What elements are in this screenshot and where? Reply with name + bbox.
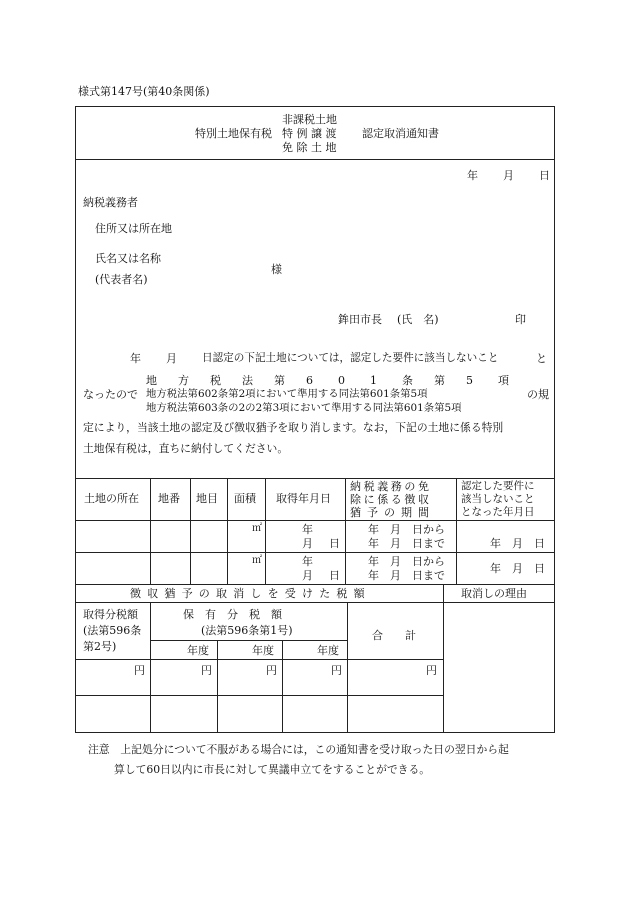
taxpayer-heading: 納税義務者: [83, 196, 138, 209]
fiscal-year-1: 年度: [187, 644, 209, 657]
t1-col2: [190, 478, 191, 584]
law-line-b: 地方税法第602条第2項において準用する同法第601条第5項: [146, 388, 428, 400]
table1-top: [75, 478, 555, 479]
yen-year3: 円: [331, 664, 342, 677]
t2-col1: [150, 602, 151, 733]
issuer-name: (氏 名): [397, 313, 439, 326]
t2-col3: [282, 640, 283, 733]
yen-acq: 円: [134, 664, 145, 677]
noncomp-date: 年 月 日: [490, 562, 545, 575]
note-line1: 注意 上記処分について不服がある場合には，この通知書を受け取った日の翌日から起: [88, 743, 509, 756]
note-line2: 算して60日以内に市長に対して異議申立てをすることができる。: [114, 763, 431, 776]
law-line-c: 地方税法第603条の2の2第3項において準用する同法第601条第5項: [146, 402, 462, 414]
th-location: 土地の所在: [84, 492, 139, 505]
date-year: 年: [467, 169, 478, 182]
t2-holding-divider: [150, 640, 347, 641]
title-left: 特別土地保有税: [195, 127, 272, 140]
th-lot-no: 地番: [158, 492, 180, 505]
table1-row-divider: [75, 552, 555, 553]
name-label: 氏名又は名称: [95, 252, 161, 265]
title-top: 非課税土地: [282, 113, 337, 126]
reason-col: [443, 584, 444, 733]
t2-col2: [217, 640, 218, 733]
acq-year: 年: [302, 523, 313, 536]
date-month: 月: [503, 169, 514, 182]
holding-ref: (法第596条第1号): [201, 624, 293, 637]
deferral-from: 年 月 日から: [368, 555, 445, 568]
law-line-a-char: 地: [146, 374, 157, 387]
honorific: 様: [271, 263, 282, 276]
th-deferral-3: 猶予の期間: [350, 506, 435, 519]
fiscal-year-2: 年度: [252, 644, 274, 657]
law-line-a-char: 条: [402, 374, 413, 387]
th-land-cat: 地目: [196, 492, 218, 505]
table2-header-bottom: [75, 602, 555, 603]
th-noncomp-3: となった年月日: [461, 506, 535, 518]
th-acq-date: 取得年月日: [276, 492, 331, 505]
law-line-a-char: 1: [370, 374, 377, 387]
law-line-a-char: 方: [178, 374, 189, 387]
t2-mid-line: [75, 695, 443, 696]
body-suffix: の規: [527, 388, 549, 401]
th-noncomp-1: 認定した要件に: [461, 480, 535, 492]
body-line1: 日認定の下記土地については，認定した要件に該当しないこと: [202, 352, 499, 364]
seal-mark: 印: [515, 313, 526, 326]
notice-frame: [75, 106, 555, 733]
t1-col5: [345, 478, 346, 584]
yen-year1: 円: [201, 664, 212, 677]
acq-month: 月: [302, 537, 313, 550]
body-year: 年: [130, 352, 141, 365]
body-prefix: なったので: [83, 388, 138, 401]
table1-bottom: [75, 584, 555, 585]
body-line1-end: と: [536, 352, 547, 365]
acq-tax-2: (法第596条: [83, 624, 142, 637]
th-deferral-2: 除に係る徴収: [350, 493, 432, 506]
table2-header: 徴収猶予の取消しを受けた税額: [130, 587, 371, 600]
total-label: 合 計: [372, 629, 416, 642]
acq-day: 日: [329, 537, 340, 550]
form-number: 様式第147号(第40条関係): [78, 85, 210, 98]
th-noncomp-2: 該当しないこと: [461, 493, 535, 505]
reason-header: 取消しの理由: [461, 587, 527, 600]
title-divider: [75, 159, 555, 160]
acq-tax-1: 取得分税額: [83, 608, 138, 621]
th-area: 面積: [234, 492, 256, 505]
title-bottom: 免 除 土 地: [282, 141, 337, 154]
table1-header-bottom: [75, 520, 555, 521]
t2-col4: [347, 602, 348, 733]
acq-month: 月: [302, 569, 313, 582]
t1-col3: [227, 478, 228, 584]
law-line-a-char: 第: [274, 374, 285, 387]
law-line-a-char: 0: [338, 374, 345, 387]
deferral-to: 年 月 日まで: [368, 569, 445, 582]
title-right: 認定取消通知書: [362, 127, 439, 140]
th-deferral-1: 納税義務の免: [350, 480, 432, 493]
t1-col6: [456, 478, 457, 584]
address-label: 住所又は所在地: [95, 222, 172, 235]
fiscal-year-3: 年度: [317, 644, 339, 657]
deferral-from: 年 月 日から: [368, 523, 445, 536]
rep-label: (代表者名): [95, 273, 148, 286]
law-line-a-char: 第: [434, 374, 445, 387]
acq-tax-3: 第2号): [83, 640, 117, 653]
body-line4: 土地保有税は，直ちに納付してください。: [83, 442, 289, 455]
title-middle: 特 例 譲 渡: [282, 127, 337, 140]
law-line-a-char: 6: [306, 374, 313, 387]
deferral-to: 年 月 日まで: [368, 537, 445, 550]
body-month: 月: [166, 352, 177, 365]
area-unit: ㎡: [252, 523, 262, 534]
area-unit: ㎡: [252, 555, 262, 566]
date-day: 日: [539, 169, 550, 182]
holding-tax: 保 有 分 税 額: [183, 608, 282, 621]
noncomp-date: 年 月 日: [490, 537, 545, 550]
body-line3: 定により，当該土地の認定及び徴収猶予を取り消します。なお，下記の土地に係る特別: [83, 421, 504, 434]
t2-header-line: [75, 659, 443, 660]
acq-year: 年: [302, 555, 313, 568]
law-line-a-char: 法: [242, 374, 253, 387]
law-line-a-char: 5: [466, 374, 473, 387]
yen-year2: 円: [266, 664, 277, 677]
law-line-a-char: 税: [210, 374, 221, 387]
t1-col4: [265, 478, 266, 584]
acq-day: 日: [329, 569, 340, 582]
t1-col1: [150, 478, 151, 584]
issuer-mayor: 鉾田市長: [338, 313, 382, 326]
law-line-a-char: 項: [498, 374, 509, 387]
yen-total: 円: [426, 664, 437, 677]
